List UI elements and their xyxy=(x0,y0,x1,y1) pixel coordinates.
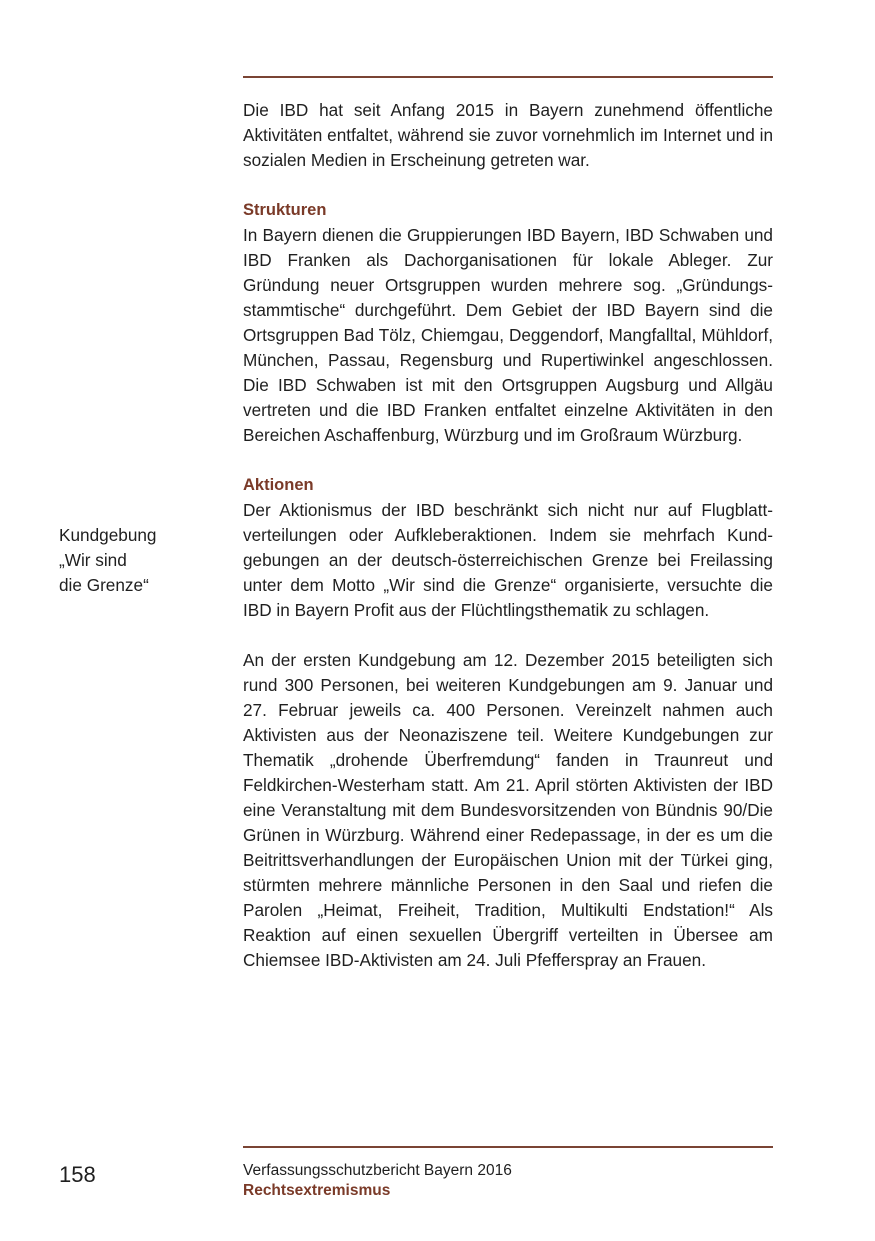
strukturen-paragraph: In Bayern dienen die Gruppierungen IBD Bayern, IBD Schwaben und IBD Franken als Dachorganisationen für lokale Ableger. Zur Gründung neuer Ortsgruppen wurden mehrere sog. „Gründungsstammtische“ durchgeführt. Dem Gebiet der IBD Bayern sind die Ortsgruppen Bad Tölz, Chiemgau, Deggendorf, Mangfalltal, Mühldorf, München, Passau, Regensburg und Rupertiwinkel angeschlossen. Die IBD Schwaben ist mit den Ortsgruppen Augsburg und Allgäu vertreten und die IBD Franken entfaltet einzelne Aktivitäten in den Bereichen Aschaffenburg, Würzburg und im Großraum Würzburg. xyxy=(243,225,773,445)
section-heading-aktionen: Aktionen xyxy=(243,476,314,494)
page-number: 158 xyxy=(59,1162,96,1187)
bottom-rule xyxy=(243,1146,773,1148)
intro-paragraph: Die IBD hat seit Anfang 2015 in Bayern zunehmend öffentliche Aktivitäten entfaltet, während sie zuvor vornehmlich im Internet und in sozialen Medien in Erscheinung getreten war. xyxy=(243,100,773,170)
main-content xyxy=(243,98,773,973)
spacer xyxy=(243,623,773,648)
footer-subtitle: Rechtsextremismus xyxy=(243,1182,391,1199)
footer xyxy=(243,1161,512,1201)
aktionen-paragraph-2: An der ersten Kundgebung am 12. Dezember 2015 beteiligten sich rund 300 Personen, bei weiteren Kundgebungen am 9. Januar und 27. Februar jeweils ca. 400 Personen. Vereinzelt nahmen auch Aktivisten aus der Neonaziszene teil. Weitere Kundgebungen zur Thematik „drohende Überfremdung“ fanden in Traunreut und Feldkirchen-Westerham statt. Am 21. April störten Aktivisten der IBD eine Veranstaltung mit dem Bundesvorsitzenden von Bündnis 90/Die Grünen in Würzburg. Während einer Redepassage, in der es um die Beitrittsverhandlungen der Europäischen Union mit der Türkei ging, stürmten mehrere männliche Personen in den Saal und riefen die Parolen „Heimat, Freiheit, Tradition, Multikulti Endstation!“ Als Reaktion auf einen sexuellen Übergriff verteilten in Übersee am Chiemsee IBD-Aktivisten am 24. Juli Pfefferspray an Frauen. xyxy=(243,650,773,970)
top-rule xyxy=(243,76,773,78)
section-heading-strukturen: Strukturen xyxy=(243,201,327,219)
spacer xyxy=(243,173,773,198)
aktionen-paragraph-1: Der Aktionismus der IBD beschränkt sich nicht nur auf Flugblattverteilungen oder Aufkleberaktionen. Indem sie mehrfach Kundgebungen an der deutsch-österreichischen Grenze bei Freilassing unter dem Motto „Wir sind die Grenze“ organisierte, versuchte die IBD in Bayern Profit aus der Flüchtlingsthematik zu schlagen. xyxy=(243,500,773,620)
footer-title: Verfassungsschutzbericht Bayern 2016 xyxy=(243,1162,512,1179)
margin-note: Kundgebung „Wir sind die Grenze“ xyxy=(59,525,157,595)
spacer xyxy=(243,448,773,473)
